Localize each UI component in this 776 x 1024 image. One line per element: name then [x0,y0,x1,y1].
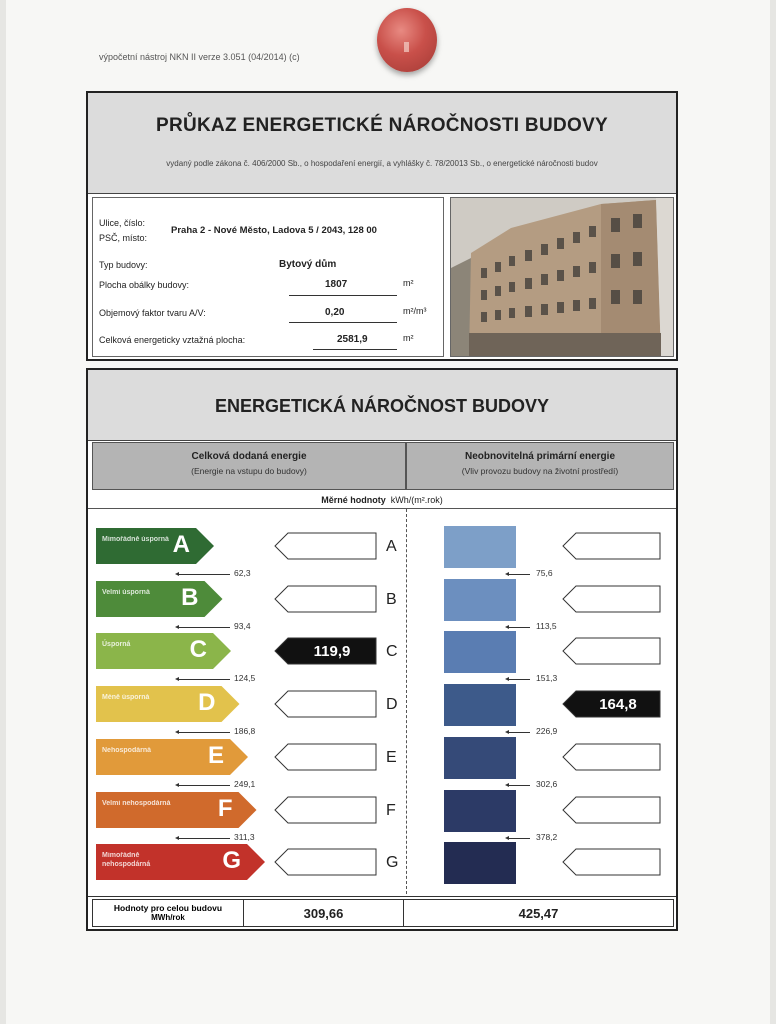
primary-pointer-b [562,585,662,613]
threshold-arrow [508,732,530,733]
threshold-arrow [178,574,230,575]
threshold-primary-d: 226,9 [536,726,558,737]
threshold-primary-a: 75,6 [536,568,553,578]
column-divider [406,509,407,894]
delivered-pointer-e [274,743,378,771]
threshold-delivered-a: 62,3 [234,568,251,578]
row-letter-b: B [386,590,397,608]
class-band-b [96,581,223,617]
total-delivered-value: 309,66 [303,906,344,921]
class-name: Mimořádně nehospodárná [102,852,151,869]
class-letter: F [217,794,233,822]
primary-scale-c [444,631,516,673]
shape-factor-underline [289,322,397,323]
primary-pointer-e [562,743,662,771]
threshold-arrow [178,732,230,733]
threshold-primary-f: 378,2 [536,831,558,842]
primary-pointer-g [562,848,662,876]
primary-scale-f [444,790,516,832]
psc-label: PSČ, místo: [99,233,148,243]
reference-area-value: 2581,9 [337,334,368,345]
threshold-delivered-b: 93,4 [234,620,251,631]
rating-title: ENERGETICKÁ NÁROČNOST BUDOVY [214,396,550,416]
threshold-arrow [178,838,230,839]
rating-title-band [88,370,676,441]
total-primary-cell [404,899,674,927]
pushpin-icon [377,8,437,72]
threshold-delivered-d: 186,8 [234,726,256,737]
totals-row [88,896,676,929]
totals-label-cell [92,899,244,927]
primary-energy-header [406,442,674,490]
threshold-arrow [178,785,230,786]
class-name: Velmi úsporná [102,588,150,596]
row-letter-g: G [386,854,399,872]
row-letter-a: A [386,538,397,555]
class-letter: G [222,847,241,875]
envelope-label: Plocha obálky budovy: [99,280,190,290]
threshold-primary-e: 302,6 [536,778,558,789]
class-band-d [96,686,240,722]
row-letter-d: D [386,696,398,714]
address-label: Ulice, číslo: [99,218,146,228]
threshold-arrow [508,838,530,839]
threshold-delivered-f: 311,3 [234,831,255,842]
primary-pointer-a [562,532,662,560]
class-letter: B [181,583,199,611]
delivered-energy-header [92,442,406,490]
building-type-label: Typ budovy: [99,260,148,270]
delivered-pointer-a [274,532,378,560]
primary-pointer-c [562,637,662,665]
class-band-c [96,633,231,669]
delivered-pointer-d [274,690,378,718]
threshold-arrow [508,627,530,628]
envelope-unit: m² [403,278,414,288]
building-info-box [86,91,678,361]
threshold-arrow [508,679,530,680]
delivered-energy-subtitle: (Energie na vstupu do budovy) [191,466,307,476]
reference-area-label: Celková energeticky vztažná plocha: [99,335,246,345]
row-letter-e: E [386,748,397,766]
legal-subtitle: vydaný podle zákona č. 406/2000 Sb., o hospodaření energií, a vyhlášky č. 78/20013 Sb., o energetické náročnosti budov [166,159,598,168]
primary-scale-e [444,737,516,779]
class-band-a [96,528,214,564]
row-letter-c: C [386,643,398,661]
reference-area-underline [313,349,397,350]
tool-version-note: výpočetní nástroj NKN II verze 3.051 (04/2014) (c) [99,52,300,62]
units-row [88,491,676,509]
threshold-delivered-c: 124,5 [234,673,256,684]
threshold-arrow [178,679,230,680]
primary-scale-b [444,579,516,621]
class-name: Nehospodárná [102,746,152,754]
envelope-underline [289,295,397,296]
class-band-e [96,739,248,775]
class-letter: C [189,636,207,664]
building-photo [450,197,674,357]
primary-scale-d [444,684,516,726]
row-letter-f: F [386,801,396,819]
building-type-value: Bytový dům [279,259,337,270]
primary-scale-a [444,526,516,568]
threshold-arrow [508,574,530,575]
shape-factor-value: 0,20 [325,307,345,318]
class-band-f [96,792,257,828]
threshold-arrow [178,627,230,628]
shape-factor-label: Objemový faktor tvaru A/V: [99,308,206,318]
building-info-panel [92,197,444,357]
delivered-pointer-f [274,796,378,824]
class-name: Méně úsporná [102,694,150,702]
units-value: kWh/(m².rok) [390,495,443,505]
reference-area-unit: m² [403,333,414,343]
class-name: Mimořádně úsporná [102,536,169,543]
primary-energy-subtitle: (Vliv provozu budovy na životní prostředí) [461,466,619,476]
shape-factor-unit: m²/m³ [403,306,427,316]
totals-label: Hodnoty pro celou budovu [113,903,223,913]
class-letter: A [172,531,190,558]
threshold-arrow [508,785,530,786]
delivered-value: 119,9 [313,642,351,660]
class-letter: E [207,741,224,769]
primary-energy-title: Neobnovitelná primární energie [464,451,616,462]
delivered-pointer-b [274,585,378,613]
page-title: PRŮKAZ ENERGETICKÉ NÁROČNOSTI BUDOVY [155,115,609,136]
delivered-pointer-g [274,848,378,876]
class-band-g [96,844,265,880]
threshold-primary-b: 113,5 [536,620,557,631]
primary-pointer-f [562,796,662,824]
primary-scale-g [444,842,516,884]
envelope-value: 1807 [325,279,348,290]
total-delivered-cell [244,899,404,927]
class-letter: D [198,689,216,717]
units-label: Měrné hodnoty [321,495,386,505]
primary-value: 164,8 [599,695,637,713]
class-name: Velmi nehospodárná [102,799,171,807]
title-band [88,93,676,194]
class-name: Úsporná [102,641,131,649]
totals-unit: MWh/rok [151,913,185,922]
address-value: Praha 2 - Nové Město, Ladova 5 / 2043, 128 00 [171,225,377,236]
threshold-delivered-e: 249,1 [234,778,256,789]
threshold-primary-c: 151,3 [536,673,558,684]
total-primary-value: 425,47 [518,906,559,921]
energy-rating-box [86,368,678,931]
delivered-energy-title: Celková dodaná energie [191,451,307,462]
